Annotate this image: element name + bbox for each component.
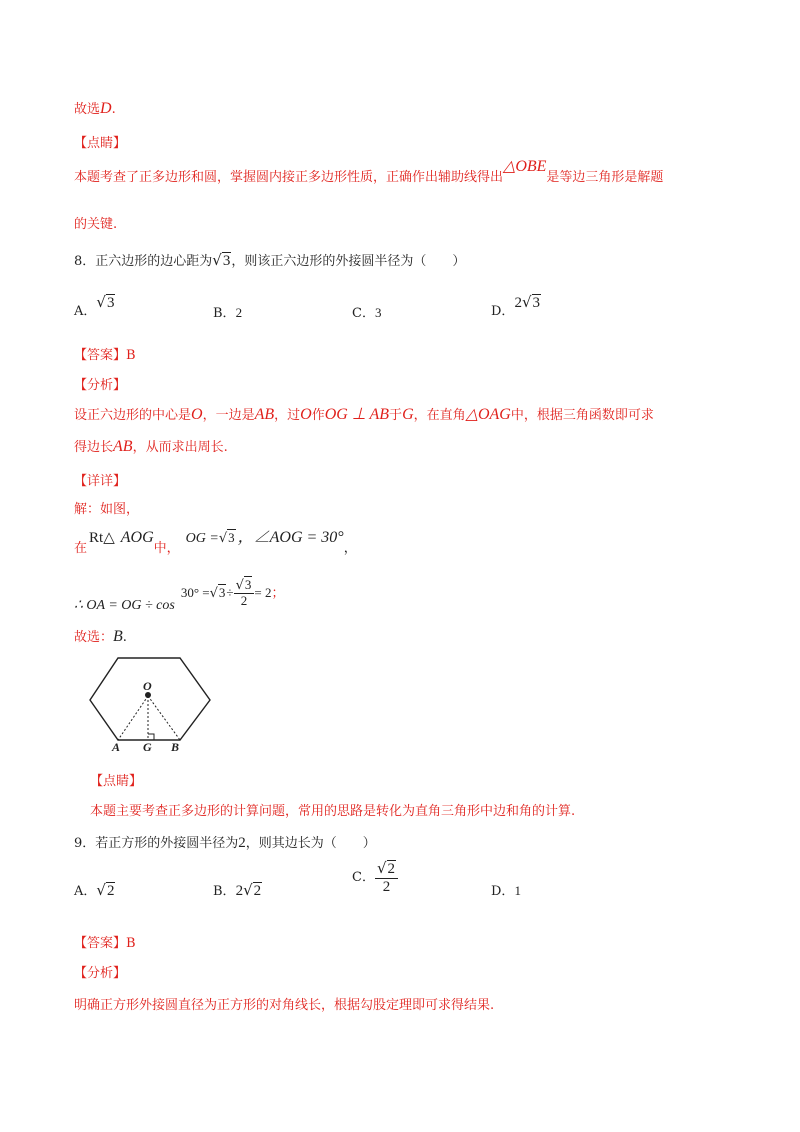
q9-analysis-label: 【分析】 <box>74 966 127 981</box>
label-b: B <box>171 740 180 754</box>
top-answer: D <box>100 100 112 117</box>
q9-option-a: A．√2 <box>74 881 115 899</box>
q8-option-a: A．√3 <box>74 293 115 319</box>
q8-detail-jie: 解：如图， <box>74 502 140 517</box>
q9-option-b: B．2√2 <box>213 881 262 899</box>
q8-analysis-line1: 设正六边形的中心是O，一边是AB，过O作OG ⊥ AB于G，在直角△OAG中，根据三角函数即可求 <box>74 406 654 423</box>
q8-option-d: D．2√3 <box>491 293 540 319</box>
q8-detail-calc: ∴ OA = OG ÷ cos30° =√3÷ $\frac{√3}{2}$ = 2； <box>74 577 285 613</box>
label-a: A <box>112 740 121 754</box>
q8-analysis-line2: 得边长AB，从而求出周长. <box>74 438 228 455</box>
q9-option-c: C． $\frac{√2}{2}$ <box>352 860 398 895</box>
top-conclusion: 故选D. <box>74 100 116 117</box>
q8-analysis-label: 【分析】 <box>74 378 127 393</box>
q9-analysis-text: 明确正方形外接圆直径为正方形的对角线长，根据勾股定理即可求得结果. <box>74 998 495 1013</box>
label-g: G <box>143 740 152 754</box>
q9-answer: 【答案】B <box>74 936 136 951</box>
segment-ob <box>148 696 180 740</box>
q8-option-c: C．3 <box>352 305 382 321</box>
q8-option-b: B．2 <box>213 305 243 321</box>
question-9: 9．若正方形的外接圆半径为2，则其边长为（ ） <box>74 835 376 851</box>
triangle-obe: △OBE <box>503 158 547 175</box>
dianjing-label-1: 【点睛】 <box>74 136 127 151</box>
q8-detail-label: 【详详】 <box>74 474 127 489</box>
q9-option-d: D．1 <box>491 883 521 899</box>
dianjing-text-1: 本题考查了正多边形和圆，掌握圆内接正多边形性质，正确作出辅助线得出△OBE是等边三角形是解题 <box>74 158 664 185</box>
q8-dianjing-label: 【点睛】 <box>90 774 143 789</box>
q8-sqrt-value: √3 <box>212 251 231 269</box>
q8-detail-line1: 在Rt△ AOG中，OG =√3 ，∠AOG = 30°， <box>74 529 357 556</box>
hexagon-outline <box>90 658 210 740</box>
dianjing-text-1-cont: 的关键. <box>74 217 118 232</box>
segment-oa <box>118 696 148 740</box>
label-o: O <box>143 679 152 693</box>
hexagon-figure <box>88 654 228 756</box>
q8-answer: 【答案】B <box>74 348 136 363</box>
question-8: 8．正六边形的边心距为√3，则该正六边形的外接圆半径为（ ） <box>74 251 466 269</box>
q8-dianjing-text: 本题主要考查正多边形的计算问题，常用的思路是转化为直角三角形中边和角的计算. <box>90 804 576 819</box>
q8-detail-guxuan: 故选：B. <box>74 628 127 645</box>
